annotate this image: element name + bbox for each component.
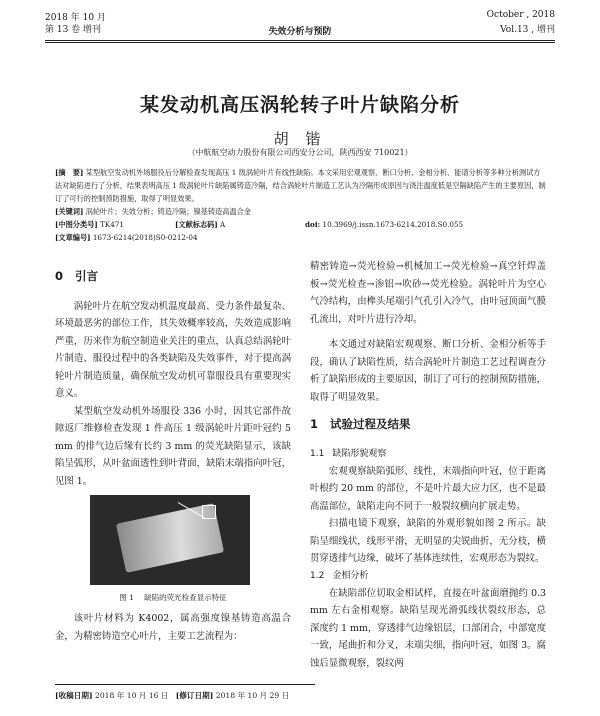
affiliation: （中航航空动力股份有限公司西安分公司，陕西西安 710021） [187, 148, 413, 157]
doi-value: 10.3969/j.issn.1673-6214.2018.S0.055 [322, 220, 464, 229]
doc-code-label: [文献标志码] [175, 220, 218, 229]
doi-label: doi: [305, 220, 321, 229]
left-column-bottom [55, 610, 291, 645]
paragraph: 精密铸造→荧光检验→机械加工→荧光检验→真空钎焊盖板→荧光检查→渗铝→吹砂→荧光检验。涡轮叶片为空心气冷结构，由榫头尾端引气孔引入冷气，由叶冠顶面气膜孔流出，对叶片进行冷却。 [310, 261, 546, 325]
section-1-number: 1 [310, 417, 319, 431]
figure-number: 图 1 [119, 593, 135, 602]
author: 胡 锴 [273, 130, 327, 148]
right-column [310, 258, 546, 672]
keywords: 涡轮叶片；失效分析；铸造冷隔；镍基铸造高温合金 [85, 207, 251, 216]
paragraph: 该叶片材料为 K4002，属高强度镍基铸造高温合金，为精密铸造空心叶片，主要工艺流程为： [55, 613, 291, 642]
abstract [55, 166, 547, 218]
subsection-title: 缺陷形貌观察 [332, 448, 387, 459]
section-0-heading [55, 268, 291, 286]
article-meta [55, 218, 547, 244]
subsection-title: 金相分析 [332, 570, 369, 581]
figure-caption-text: 缺陷的荧光检查显示特征 [144, 593, 227, 602]
figure-1-caption [55, 592, 291, 603]
abstract-text: 某型航空发动机外场服役后分解检查发现高压 1 级涡轮叶片有线性缺陷。本文采用宏观观察、断口分析、金相分析、能谱分析等多种分析测试方法对缺陷进行了分析，结果表明高压 1 级涡轮叶片缺陷属铸造冷隔，结合涡轮叶片制造工艺认为冷隔形成原因与浇注温度低是空隔缺陷产生的主要原因，制订了可行的控制预防措施，取得了明显效果。 [55, 168, 546, 203]
header-date: 2018 年 10 月 [45, 13, 106, 23]
doc-code-value: A [220, 220, 226, 229]
subsection-number: 1.1 [310, 448, 325, 459]
running-header [45, 10, 555, 50]
header-date-en: October , 2018 [486, 10, 555, 20]
paragraph: 宏观观察缺陷弧形、线性，末端指向叶冠，位于距离叶根约 20 mm 的部位，不是叶片最大应力区，也不是最高温部位，缺陷走向不同于一般裂纹横向扩展走势。 [310, 465, 546, 512]
received-date: 2018 年 10 月 16 日 [94, 691, 169, 700]
section-1-title: 试验过程及结果 [330, 417, 411, 431]
section-0-title: 引言 [75, 269, 99, 283]
footnote-rule [55, 684, 315, 685]
keywords-label: [关键词] [55, 207, 84, 216]
abstract-label: [摘 要] [55, 168, 84, 177]
header-volume-en: Vol.13 , 增刊 [500, 25, 555, 35]
section-1-heading [310, 416, 546, 434]
paragraph: 某型航空发动机外场服役 336 小时，因其它部件故障返厂维修检查发现 1 件高压 1 级涡轮叶片距叶冠约 5 mm 的排气边后缘有长约 3 mm 的荧光缺陷显示，该缺陷呈弧形，从叶盆面透性到叶背面，缺陷末端指向叶冠，见图 1。 [55, 405, 291, 487]
header-volume: 第 13 卷 增刊 [45, 25, 102, 35]
revised-label: [修订日期] [175, 691, 214, 700]
revised-date: 2018 年 10 月 29 日 [215, 691, 290, 700]
figure-1-image [90, 495, 250, 585]
clc-label: [中图分类号] [55, 220, 98, 229]
section-0-number: 0 [55, 269, 64, 283]
clc-value: TK471 [100, 220, 124, 229]
header-rule-thin [45, 42, 555, 43]
article-no-value: 1673-6214(2018)S0-0212-04 [92, 233, 198, 242]
paper-title: 某发动机高压涡轮转子叶片缺陷分析 [139, 94, 460, 116]
paragraph: 在缺陷部位切取金相试样，直接在叶盆面磨抛约 0.3 mm 左右金相观察。缺陷呈现光滑弧线状裂纹形态，总深度约 1 mm，穿透排气边缘铝层，口部闭合，中部宽度一致，尾曲折和分叉，末端尖细，指向叶冠，如图 3。腐蚀后显微观察，裂纹两 [310, 587, 546, 669]
journal-name: 失效分析与预防 [268, 27, 332, 37]
paragraph: 本文通过对缺陷宏观观察、断口分析、金相分析等手段，确认了缺陷性质，结合涡轮叶片制造工艺过程调查分析了缺陷形成的主要原因，制订了可行的控制预防措施，取得了明显效果。 [310, 339, 546, 403]
subsection-1-2-heading [310, 568, 546, 585]
subsection-1-1-heading [310, 446, 546, 463]
received-label: [收稿日期] [55, 691, 93, 700]
subsection-number: 1.2 [310, 570, 325, 581]
left-column [55, 258, 291, 490]
article-no-label: [文章编号] [55, 233, 91, 242]
footnote-dates [55, 690, 289, 701]
paragraph: 扫描电镜下观察，缺陷的外观形貌如图 2 所示。缺陷呈细线状，线形平滑，无明显的尖锐曲折，无分枝，横贯穿透排气边缘，破坏了基体连续性，宏观形态为裂纹。 [310, 518, 546, 564]
header-rule [45, 40, 555, 41]
paragraph: 涡轮叶片在航空发动机温度最高、受力条件最复杂、环境最恶劣的部位工作，其失效概率较高，失效造成影响严重，历来作为航空制造业关注的重点，认真总结涡轮叶片制造、服役过程中的各类缺陷及失效事件，对于提高涡轮叶片制造质量，确保航空发动机可靠服役具有重要现实意义。 [55, 300, 291, 399]
